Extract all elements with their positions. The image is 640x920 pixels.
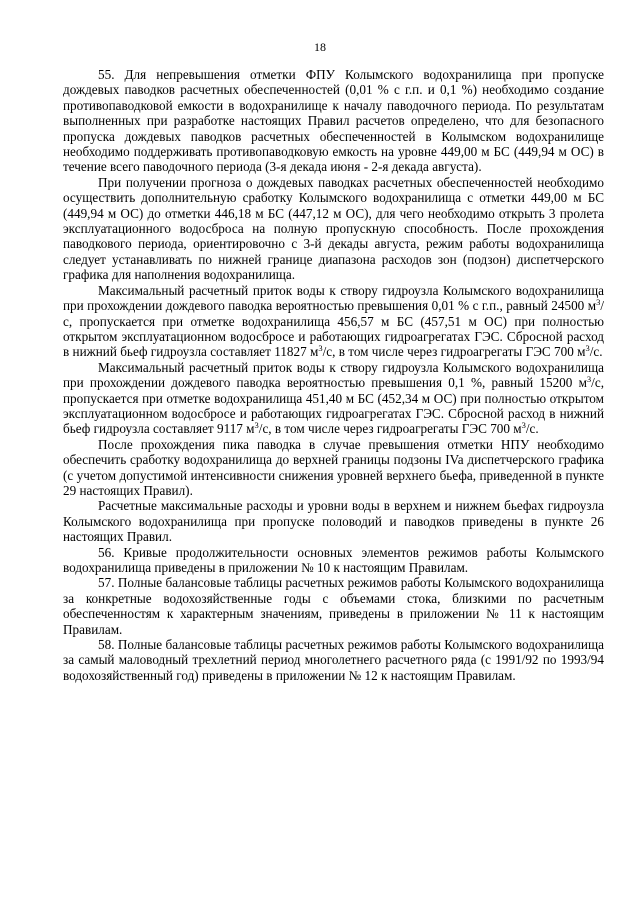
paragraph-after-peak: После прохождения пика паводка в случае превышения отметки НПУ необходимо обеспечить сработку водохранилища до верхней границы подзоны IVa диспетчерского графика (с учетом допустимой интенсивности снижения уровней верхнего бьефа, приведенной в пункте 29 настоящих Правил). [63, 436, 604, 498]
paragraph-flood-0-01: Максимальный расчетный приток воды к створу гидроузла Колымского водохранилища при прохождении дождевого паводка вероятностью превышения 0,01 % с г.п., равный 24500 $м^3/с$, пропускается при отметке водохранилища 456,57 м БС (457,51 м ОС) при полностью открытом эксплуатационном водосбросе и работающих гидроагрегатах ГЭС. Сбросной расход в нижний бьеф гидроузла составляет 11827 $м^3/с$, в том числе через гидроагрегаты ГЭС 700 $м^3/с$. [63, 282, 604, 360]
paragraph-58: 58. Полные балансовые таблицы расчетных режимов работы Колымского водохранилища за самый маловодный трехлетний период многолетнего расчетного ряда (с 1991/92 по 1993/94 водохозяйственный год) приведены в приложении № 12 к настоящим Правилам. [63, 637, 604, 683]
superscript-three: 3 [596, 297, 601, 308]
paragraph-56: 56. Кривые продолжительности основных элементов режимов работы Колымского водохранилища приведены в приложении № 10 к настоящим Правилам. [63, 544, 604, 575]
superscript-three: 3 [254, 420, 259, 431]
page-number: 18 [314, 40, 326, 54]
paragraph-max-discharges: Расчетные максимальные расходы и уровни воды в верхнем и нижнем бьефах гидроузла Колымского водохранилища при пропуске половодий и паводков приведены в пункте 26 настоящих Правил. [63, 498, 604, 545]
paragraph-flood-0-1: Максимальный расчетный приток воды к створу гидроузла Колымского водохранилища при прохождении дождевого паводка вероятностью превышения 0,1 %, равный 15200 $м^3/с$, пропускается при отметке водохранилища 451,40 м БС (452,34 м ОС) при полностью открытом эксплуатационном водосбросе и работающих гидроагрегатах ГЭС. Сбросной расход в нижний бьеф гидроузла составляет 9117 $м^3/с$, в том числе через гидроагрегаты ГЭС 700 $м^3/с$. [63, 359, 604, 437]
paragraph-forecast-drawdown: При получении прогноза о дождевых паводках расчетных обеспеченностей необходимо осуществить дополнительную сработку Колымского водохранилища с отметки 449,00 м БС (449,94 м ОС) до отметки 446,18 м БС (447,12 м ОС), для чего необходимо открыть 3 пролета эксплуатационного водосброса на полную пропускную способность. После прохождения паводкового периода, ориентировочно с 3-й декады августа, режим работы водохранилища следует устанавливать по нижней границе диапазона расходов зон (подзон) диспетчерского графика для наполнения водохранилища. [63, 174, 604, 283]
superscript-three: 3 [585, 343, 590, 354]
paragraph-55: 55. Для непревышения отметки ФПУ Колымского водохранилища при пропуске дождевых паводков расчетных обеспеченностей (0,01 % с г.п. и 0,1 %) необходимо создание противопаводковой емкости в водохранилище к началу паводочного периода. По результатам выполненных при разработке настоящих Правил расчетов определено, что для безопасного пропуска дождевых паводков расчетных обеспеченностей в Колымском водохранилище необходимо поддерживать противопаводковую емкость на уровне 449,00 м БС (449,94 м ОС) в течение всего паводочного периода (3-я декада июня - 2-я декада августа). [63, 67, 604, 175]
superscript-three: 3 [521, 420, 526, 431]
superscript-three: 3 [586, 374, 592, 385]
superscript-three: 3 [318, 343, 323, 354]
paragraph-57: 57. Полные балансовые таблицы расчетных режимов работы Колымского водохранилища за конкретные водохозяйственные годы с объемами стока, близкими по расчетным обеспеченностям к характерным значениям, приведены в приложении № 11 к настоящим Правилам. [63, 575, 604, 637]
document-body [63, 67, 604, 683]
